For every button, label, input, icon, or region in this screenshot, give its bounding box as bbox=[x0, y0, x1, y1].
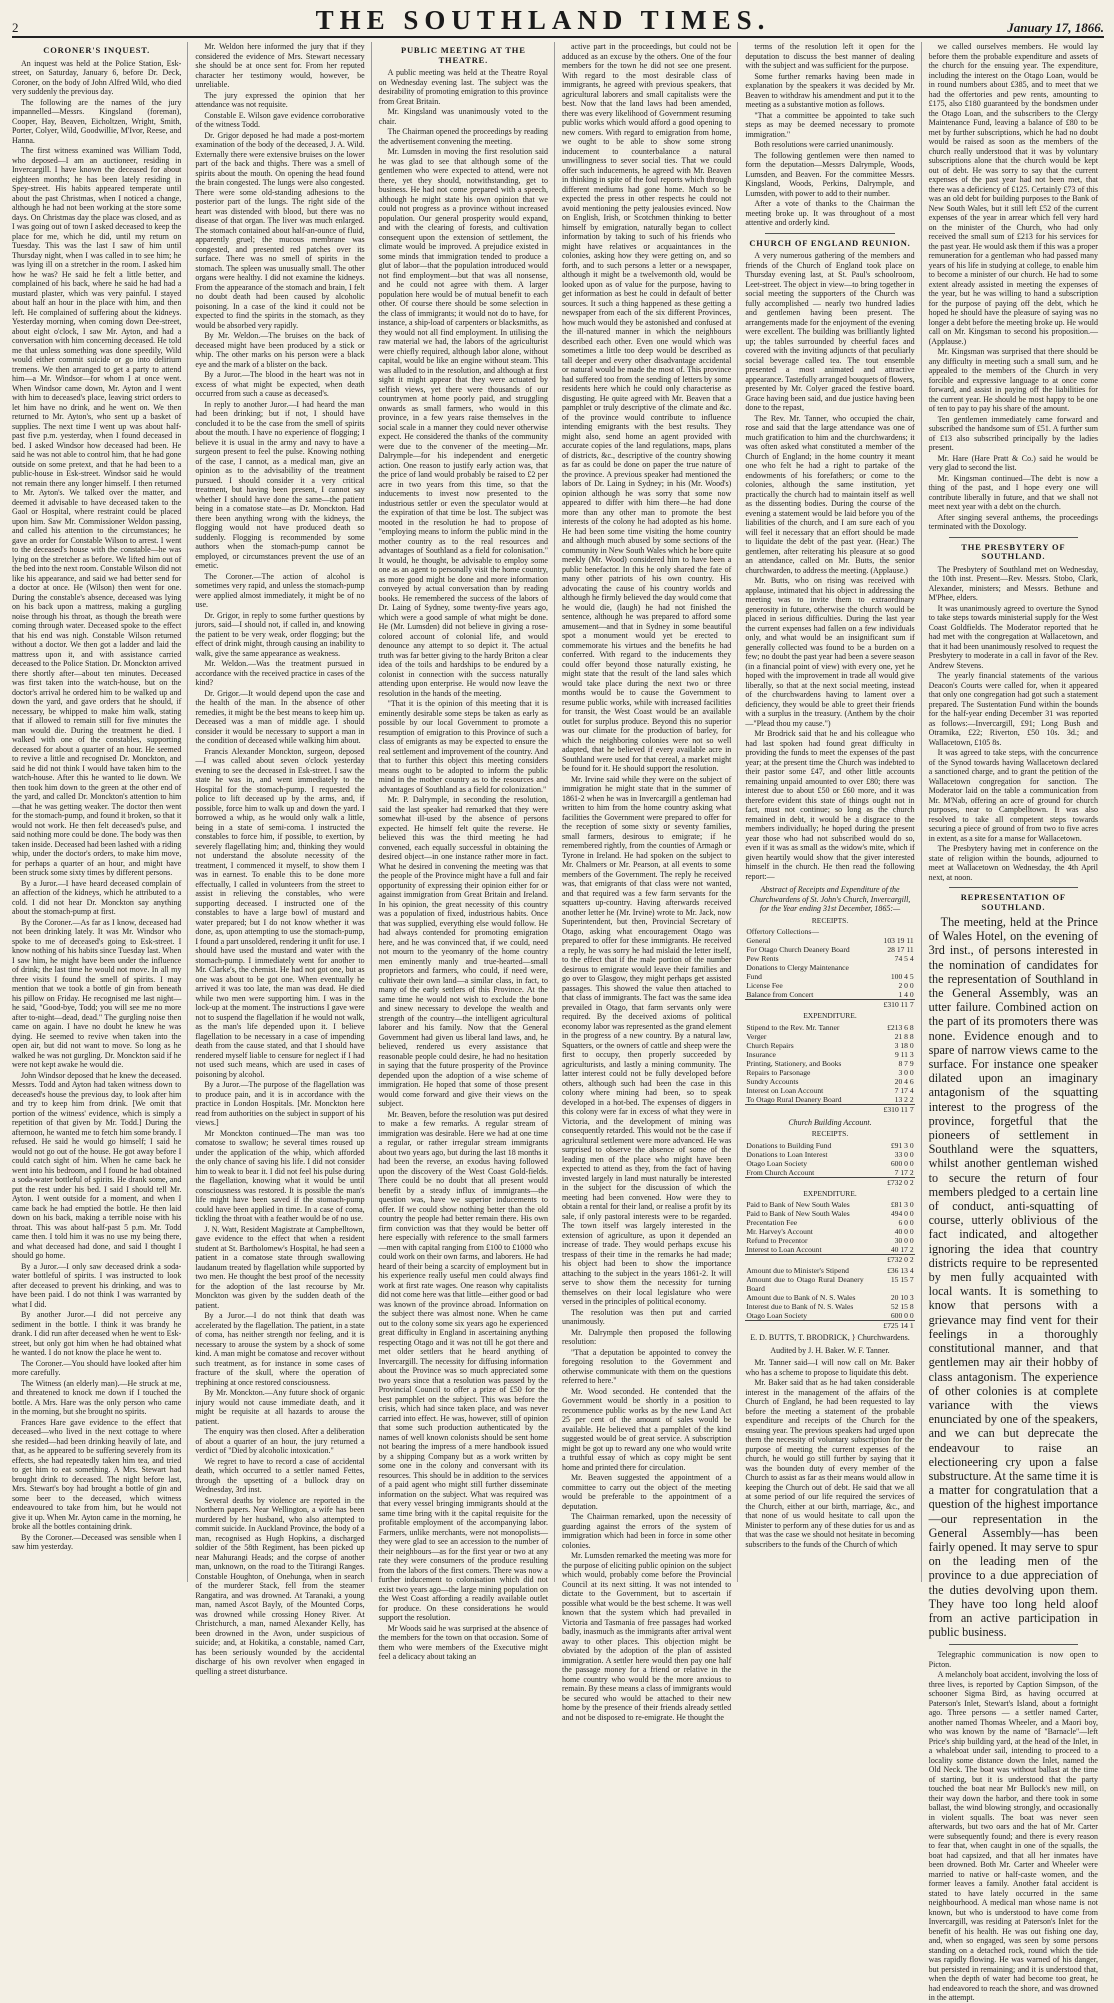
paragraph: The enquiry was then closed. After a deliberation of about a quarter of an hour, the jury returned a verdict of "Died by alcoholic intoxication." bbox=[195, 1427, 365, 1455]
account-amount: 6 0 0 bbox=[898, 1218, 914, 1227]
church-meeting-conclusion bbox=[929, 42, 1098, 532]
building-expenditure-label: EXPENDITURE. bbox=[803, 1188, 857, 1198]
paragraph: Mr. P. Dalrymple, in seconding the resolution, said the last speaker had remarked that they were somewhat ill-used by the absence of persons expected. He himself felt quite the reverse. He believed this was the third meeting he had convened, each equally successful in obtaining the desired object—in one instance rather more in fact. What he desired in convening the meeting was that the people of the Province might have a full and fair opportunity of expressing their opinion either for or against immigration from Great Britain and Ireland. In his opinion, the great necessity of this country was a population of fixed, industrious habits. Once that was supplied, everything else would follow. He had always contended for promoting emigration here, and he was convinced that, if we could, need not mourn to the yeomanry of the home country men eminently manly and true-hearted—small proprietors and farmers, who could, if need were, cultivate their own land—a similar class, in fact, to many of the early settlers of this Province. At the same time he would not wish to exclude the bone and sinew necessary to develope the wealth and strength of the country—the intelligent agricultural laborer and his family. Now that the General Government had given us liberal land laws, and, he believed, rendered us every assistance that reasonable people could desire, he had no hesitation in saying that the future prosperity of the Province depended upon the adoption of a wise scheme of immigration. He hoped that some of those present would come forward and give their views on the subject. bbox=[378, 795, 548, 1108]
building-expenditure-total: £732 0 2 bbox=[865, 1255, 915, 1265]
paragraph: Dr. Grigor deposed he had made a post-mortem examination of the body of the deceased, J. A. Wild. Externally there were extensive bruises on the lower part of the back and thighs. There was a smell of spirits about the mouth. On opening the head found the brain congested. The lungs were also congested. There were some old-standing adhesions to the posterior part of the lungs. The right side of the heart was distended with blood, but there was no disease of that organ. The liver was much enlarged. The stomach contained about half-an-ounce of fluid, apparently gruel; the mucous membrane was congested, and presented red patches over its surface. There was no smell of spirits in the stomach. The spleen was unusually small. The other organs were healthy. I did not examine the kidneys. From the appearance of the stomach and brain, I felt no doubt death had been caused by alcoholic poisoning. In a case of the kind it could not be expected to find the spirits in the stomach, as they would be absorbed very rapidly. bbox=[195, 130, 365, 330]
account-amount: 30 0 0 bbox=[894, 1236, 914, 1245]
masthead bbox=[12, 6, 1104, 38]
account-amount: 100 4 5 bbox=[890, 972, 914, 981]
paragraph: Frances Hare gave evidence to the effect that deceased—who lived in the next cottage to where she resided—had been drinking heavily of late, and that, as he appeared to be suffering severely from its effects, she had repeatedly taken him tea, and tried to get him to eat something. A Mrs. Stewart had brought drink to deceased. The night before last, Mrs. Stewart's boy had brought a bottle of gin and some beer to the deceased, which witness endeavoured to take from him, but he would not give it up. When Mr. Ayton came in the morning, he broke all the bottles containing drink. bbox=[12, 1417, 182, 1531]
paragraph: Dr. Grigor, in reply to some further questions by jurors, said—I should not, if called in, and knowing the patient to be very weak, order flogging; but the effect of drink might, through causing an inability to walk, give the same appearance as weakness. bbox=[195, 610, 365, 658]
building-expenditure-table bbox=[745, 1200, 914, 1264]
account-amount: 20 10 3 bbox=[890, 1293, 914, 1302]
account-item: Insurance bbox=[746, 1049, 776, 1059]
paragraph: After a vote of thanks to the Chairman the meeting broke up. It was throughout of a most attentive and orderly kind. bbox=[745, 199, 915, 227]
account-amount: 15 15 7 bbox=[890, 1275, 914, 1284]
account-amount: 40 17 2 bbox=[890, 1245, 914, 1254]
account-item: Otago Loan Society bbox=[746, 1311, 808, 1320]
paragraph: We regret to have to record a case of accidental death, which occurred to a settler named Fettes, through the upsetting of a bullock dray on Wednesday, 3rd inst. bbox=[195, 1456, 365, 1494]
paragraph: Telegraphic communication is now open to Picton. bbox=[928, 1650, 1098, 1669]
news-items bbox=[929, 1650, 1098, 2003]
paragraph: Mr. Hare (Hare Pratt & Co.) said he would be very glad to second the list. bbox=[928, 453, 1098, 472]
account-item: For Otago Church Deanery Board bbox=[746, 945, 850, 954]
account-item: Mr. Harvey's Account bbox=[746, 1227, 813, 1236]
paragraph: J. N. Watt, Resident Magistrate at Campbelltown, gave evidence to the effect that when a resident student at St. Bartholomew's Hospital, he had seen a patient in a comatose state through swallowing laudanum treated by flagellation while supported by two men. He thought the best proof of the necessity for the adoption of the last recourse by Mr. Monckton was given by the sudden death of the patient. bbox=[195, 1224, 365, 1310]
auditors: Audited by J. H. Baker. W. F. Tanner. bbox=[770, 1345, 890, 1355]
expenditure-table bbox=[745, 1023, 914, 1114]
paragraph: By a Juror.—I do not think that death was accelerated by the flagellation. The patient, in a state of coma, has neither strength nor feeling, and it is necessary to arouse the system by a shock of some kind. A man might be comatose and recover without such treatment, as for instance in some cases of fracture of the skull, where the operation of trephining at once restored consciousness. bbox=[195, 1311, 365, 1387]
divider bbox=[949, 1644, 1078, 1645]
account-amount: 40 0 0 bbox=[894, 1227, 914, 1236]
paragraph: By the Coroner.—As far as I know, deceased had not been drinking lately. It was Mr. Windsor who spoke to me of deceased's going to Esk-street. I know nothing of his habits since Tuesday last. When I saw him, he might have been under the influence of drink; the last time he would not move. In all my three visits I found the smell of spirits. I may mention that we took a bottle of gin from beneath his pillow on Friday. He recognised me last night—he said, "Good-bye, Todd; you will see me no more after to-night—dead, dead." The gurgling noise then came on again. I have no doubt he knew he was dying. He seemed to revive when taken into the open air, but did not want to move. So long as he walked he was not gurgling. Dr. Monckton said if he were not kept awake he would die. bbox=[12, 917, 182, 1069]
paragraph: The jury expressed the opinion that her attendance was not requisite. bbox=[195, 90, 365, 109]
paragraph: By a Juror.—The purpose of the flagellation was to produce pain, and it is in accordance with the practice in London Hospitals. [Mr. Monckton here read from authorities on the subject in support of his views.] bbox=[195, 1080, 365, 1127]
account-amount: 8 7 9 bbox=[898, 1058, 914, 1068]
paragraph: By the Coroner.—Deceased was sensible when I saw him yesterday. bbox=[12, 1532, 182, 1551]
paragraph: Mr. Tanner said—I will now call on Mr. Baker who has a scheme to propose to liquidate this debt. bbox=[745, 1358, 915, 1377]
account-row bbox=[745, 1218, 914, 1227]
paragraph: Mr. Kingsman was surprised that there should be any difficulty in meeting such a small sum, and he appealed to the members of the Church in very forcible and expressive language to at once come forward, and assist in paying off the liabilities for the current year. He should be most happy to be one of ten to pay to pay his share of the amount. bbox=[928, 347, 1098, 413]
paragraph: The Coroner.—The action of alcohol is sometimes very rapid, and unless the stomach-pump were applied almost immediately, it might be of no use. bbox=[195, 571, 365, 609]
account-row bbox=[745, 1068, 914, 1077]
inquest-continued-body bbox=[195, 42, 364, 1676]
paragraph: Some further remarks having been made in explanation by the speakers it was decided by Mr. Beaven to withdraw his amendment and put it to the meeting as a substantive motion as follows. bbox=[745, 71, 915, 109]
paragraph: Mr Brodrick said that he and his colleague who had last spoken had found great difficulty in providing the funds to meet the expenses of the past year; at the present time the Church was indebted to their pastor some £47, and other little accounts remaining unpaid amounted to over £80; there was interest due to about £50 or £60 more, and it was therefore evident this state of things ought not in fact, must not continue; so long as the church remained in debt, it would be a disgrace to the members individually; he hoped during the present year those who had not subscribed would do so, even if it was as small as the widow's mite, which if given heartily would show that the giver interested himself in the church. He then read the following report:— bbox=[745, 729, 915, 881]
account-row bbox=[745, 1077, 914, 1086]
paragraph: Mr. Dalrymple then proposed the following resolution: bbox=[561, 1327, 732, 1346]
public-meeting-continued-body bbox=[562, 42, 731, 1722]
account-row bbox=[745, 1245, 914, 1255]
paragraph: After singing several anthems, the proceedings terminated with the Doxology. bbox=[928, 512, 1098, 531]
paragraph: Ten gentlemen immediately came forward and subscribed the handsome sum of £51. A further sum of £13 also subscribed principally by the ladies present. bbox=[928, 414, 1098, 452]
account-row bbox=[745, 1275, 914, 1293]
column-5 bbox=[745, 42, 921, 1582]
receipts-table bbox=[745, 927, 914, 1009]
paragraph: It was agreed to take steps, with the concurrence of the Synod towards having Wallacetown declared a sanctioned charge, and to grant the petition of the Wallacetown congregation for sanction. The Moderator laid on the table a communication from Mr. M'Nab, offering an acre of ground for church purposes, near to Campbelltown. It was also resolved to take all competent steps towards securing a piece of ground of from two to five acres in extent, as a site for a manse for Wallacetown. bbox=[928, 748, 1098, 843]
account-item: Paid to Bank of New South Wales bbox=[746, 1209, 850, 1218]
account-row bbox=[745, 1236, 914, 1245]
account-amount: 9 11 3 bbox=[894, 1049, 914, 1059]
account-row bbox=[745, 1311, 914, 1321]
account-item: License Fee bbox=[746, 981, 783, 990]
column-3 bbox=[378, 42, 555, 1661]
paragraph: Mr. Kingsland was unanimously voted to the chair. bbox=[378, 107, 548, 126]
paragraph: The Chairman remarked, upon the necessity of guarding against the errors of the system of immigration which had been in force in some other colonies. bbox=[561, 1512, 732, 1550]
divider bbox=[949, 537, 1078, 538]
paragraph: The following are the names of the jury impannelled—Messrs. Kingsland (foreman), Cooper, Hay, Beaven, Eicholtzen, Wright, Smith, Porter, Colyer, Wild, Goodwillie, M'Ivor, Reese, and Hanna. bbox=[12, 97, 182, 145]
paragraph: The Presbytery of Southland met on Wednesday, the 10th inst. Present—Rev. Messrs. Stobo, Clark, Alexander, ministers; and Messrs. Bethune and M'Phee, elders. bbox=[928, 564, 1098, 602]
paragraph: Mr. Irvine said while they were on the subject of immigration he might state that in the summer of 1861-2 when he was in Invercargill a gentleman had written to him from the home country asking what facilities the Government were prepared to offer for the reception of some sixty or seventy families, small farmers, desirous to emigrate; if he remembered rightly, from the counties of Armagh or Tyrone in Ireland. He had spoken on the subject to Mr. Chalmers or Mr. Pearson, at all events to some members of the Government. The reply he received was, that emigrants of that class were not wanted, and that required was a few farm servants for the squatters up-country. Having afterwards received another letter he (Mr. Irvine) wrote to Mr. Jack, now Superintendent, but then, Provincial Secretary of Otago, asking what encouragement Otago was prepared to offer for these immigrants. He received a reply, he was sorry he had mislaid the letter itself, to the effect that if the male portion of the number desirous to emigrate would leave their families and go over to Glasgow, they might perhaps get assisted passages. This showed the value then attached to that class of immigrants. The fact was the same idea prevailed in Otago, that farm servants only were required. By the deceived axioms of political economy labor was represented as the grand element in the progress of a new country. By a natural law, Squatters, or the owners of cattle and sheep were the first to occupy, then properly succeeded by agriculturists, and lastly a mining community. The latter interest could not be fully developed before others, although such had been the case in this colony where mining had been, so to speak developed in a hot-bed. The expenses of diggers in this colony were far in excess of what they were in Victoria, and the development of mining was consequently retarded. This would not be the case if agricultural settlement were more advanced. He was surprised to observe the absence of some of the leading men of the place who might have been expected to attend as they, from the fact of having invested largely in land must naturally be interested in the subject for the discussion of which the meeting had been convened. How were they to obtain a rental for their land, or realise a profit by its sale, if only pastoral interests were to be regarded. The town itself was largely interested in the extension of agriculture, as upon it depended an increase of trade. They would perhaps excuse his trespass of their time in the remarks he had made; his object had been to show the importance attaching to the subject in the years 1861-2. It will serve to show them the necessity for turning themselves on their local legislature who were versed in the principles of political economy. bbox=[561, 774, 732, 1306]
paragraph: The Rev. Mr. Tanner, who occupied the chair, rose and said that the large attendance was one of much gratification to him and the churchwardens; it was often asked what constituted a member of the Church of England; in the home country it meant one who felt he had a right to partake of the endowments of his forefathers; or come to the colonies, although the same institution, yet practically the church had to maintain itself as well as the dissenting bodies. During the course of the evening a statement would be laid before you of the liabilities of the church, and I am sure each of you will feel it necessary that an effort should be made to liquidate the debt of the past year. (Hear.) The gentlemen, after reiterating his pleasure at so good an attendance, called on Mr. Butts, the senior churchwarden, to address the meeting. (Applause.) bbox=[745, 413, 915, 575]
account-row bbox=[745, 972, 914, 981]
account-amount: 7 17 4 bbox=[894, 1085, 914, 1095]
account-amount: 3 0 0 bbox=[898, 1067, 914, 1077]
account-item: Balance from Concert bbox=[746, 990, 814, 999]
account-amount: 1 4 0 bbox=[898, 990, 914, 999]
paragraph: Mr. Lumsden in moving the first resolution said he was glad to see that although some of the gentlemen who were expected to attend, were not there, yet they should, notwithstanding, get to business. He had not come prepared with a speech, although he might state his own opinion that we could not progress as a province without increased population. Our general prosperity would expand, and with the clearing of forests, and cultivation consequent upon the extension of settlement, the climate would be improved. A prejudice existed in some minds that immigration tended to produce a glut of labor—that the population introduced would not find employment—but that was all nonsense, and he could not agree with them. A larger population here would be of mutual benefit to each other. Of course there should be some selection in the class of immigrants; it would not do to have, for instance, a ship-load of carpenters or blacksmiths, as they would not all find employment. In utilising the raw material we had, the labors of the agriculturist were chiefly required, although labor alone, without capital, would be like an engine without steam. This was alluded to in the resolution, and although at first sight it might appear that they were actuated by selfish views, yet there were thousands of our countrymen at home poorly paid, and struggling onwards as small farmers, who would in this province, in a few years raise themselves in the social scale in a manner they could never otherwise expect. He considered the thanks of the community were due to the convener of the meeting—Mr. Dalrymple—for his independent and energetic action. One reason to justify early action was, that the price of land would probably be raised to £2 per acre in two years from this time, so that the inducements to invest now presented to the industrious settler or even the speculator would at the expiration of that time be lost. The subject was mooted in the resolution he had to propose of "employing means to inform the public mind in the mother country as to the real resources and advantages of Southland as a field for colonisation." It would, he thought, be advisable to employ some one as an agent to personally visit the home country, as more good might be done and more information conveyed by actual conversation than by reading books. He remembered the success of the labors of Dr. Laing of Sydney, some twenty-five years ago, which were a good sample of what might be done. He (Mr. Lumsden) did not believe in giving a rose-colored account of colonial life, and would denounce any attempt to so depict it. The actual truth was far better giving to the hardy Briton a clear idea of the toils and hardships to be endured by a colonist in connection with the success naturally attending upon enterprise. He would now leave the resolution in the hands of the meeting. bbox=[378, 147, 548, 698]
account-row bbox=[745, 1086, 914, 1095]
account-amount: 20 4 6 bbox=[894, 1076, 914, 1086]
paragraph: Constable E. Wilson gave evidence corroborative of the witness Todd. bbox=[195, 110, 365, 129]
account-amount: 494 0 0 bbox=[890, 1209, 914, 1218]
page-number: 2 bbox=[12, 20, 19, 35]
paragraph: Mr Woods said he was surprised at the absence of the members for the town on that occasion. Some of them who were members of the Executive might feel a delicacy about taking an bbox=[378, 1623, 548, 1661]
building-receipts-table bbox=[745, 1141, 914, 1187]
account-amount: 52 15 8 bbox=[890, 1302, 914, 1311]
account-item: Printing, Stationery, and Books bbox=[746, 1058, 842, 1068]
account-row bbox=[745, 1150, 914, 1159]
account-amount: £91 3 0 bbox=[890, 1140, 914, 1150]
paragraph: Several deaths by violence are reported in the Northern papers. Near Wellington, a wife has been murdered by her husband, who also attempted to commit suicide. In Auckland Province, the body of a man, recognised as Hugh Hopkins, a discharged soldier of the 58th Regiment, has been picked up near Mahurangi Heads; and the corpse of another man, unknown, on the road to the Titirangi Ranges. Constable Houghton, of Onehunga, when in search of the murderer Stack, fell from the steamer Rangatira, and was drowned. At Taranaki, a young man, named Ascot Bayly, of the Mounted Corps, was drowned while crossing Honey River. At Christchurch, a man, named Alexander Kelly, has been drowned in the Avon, under suspicious of suicide; and, at Hokitika, a constable, named Carr, has been seriously wounded by the accidental discharge of his own revolver when engaged in quelling a street disturbance. bbox=[195, 1495, 365, 1676]
paragraph: A public meeting was held at the Theatre Royal on Wednesday evening last. The subject was the desirability of promoting emigration to this province from Great Britain. bbox=[378, 68, 548, 106]
paragraph: By a Juror.—I have heard deceased complain of an affection of the kidneys, which he attributed to a cold. I did not hear Dr. Monckton say anything about the stomach-pump at first. bbox=[12, 878, 182, 916]
account-row bbox=[745, 1293, 914, 1302]
abstract-title: Abstract of Receipts and Expenditure of the Churchwardens of St. John's Church, Invercargill, for the Year ending 31st December, 1865:— bbox=[749, 885, 911, 913]
account-amount: 600 0 0 bbox=[890, 1158, 914, 1168]
column-4 bbox=[561, 42, 738, 1722]
account-row bbox=[745, 1200, 914, 1209]
account-item: Amount due to Minister's Stipend bbox=[746, 1266, 849, 1275]
coroners-inquest-body bbox=[12, 59, 181, 1552]
paragraph: By Mr. Weldon.—The bruises on the back of deceased might have been produced by a stick or whip. The other marks on his person were a black eye and the mark of a blister on the back. bbox=[195, 331, 365, 369]
account-amount: 7 17 2 bbox=[894, 1167, 914, 1177]
account-item: Refund to Precentor bbox=[746, 1236, 808, 1245]
church-meeting-continued-body bbox=[745, 1358, 914, 1549]
building-receipts-label: RECEIPTS. bbox=[811, 1129, 849, 1138]
paragraph: "That it is the opinion of this meeting that it is eminently desirable some steps be taken as early as possible by our local Government to promote a resumption of emigration to this Province of such a class of emigrants as may be expected to ensure the real settlement and improvement of the country. And that to further this object this meeting considers means ought to be adopted to inform the public mind in the mother country as to the resources and advantages of Southland as a field for colonization." bbox=[378, 699, 548, 794]
paragraph: The following gentlemen were then named to form the deputation—Messrs Dalrymple, Woods, Lumsden, and Beaven. For the committee Messrs. Kingsland, Woods, Perkins, Dalrymple, and Lumsden, with power to add to their number. bbox=[745, 150, 915, 198]
account-row bbox=[745, 963, 914, 972]
account-amount bbox=[865, 927, 915, 936]
account-item: Church Repairs bbox=[746, 1040, 794, 1050]
account-item: To Otago Rural Deanery Board bbox=[746, 1094, 842, 1104]
paragraph: The Coroner.—You should have looked after him more carefully. bbox=[12, 1358, 182, 1377]
account-row bbox=[745, 1032, 914, 1041]
paragraph: The Witness (an elderly man).—He struck at me, and threatened to knock me down if I touched the bottle. A Mrs. Hare was the only person who came in the morning, but she brought no spirits. bbox=[12, 1378, 182, 1416]
representation-heading: REPRESENTATION OF SOUTHLAND. bbox=[960, 892, 1066, 912]
paragraph: "That a deputation be appointed to convey the foregoing resolution to the Government and otherwise communicate with them on the questions referred to here." bbox=[561, 1347, 732, 1385]
church-reunion-body bbox=[745, 251, 914, 881]
account-amount: 33 0 0 bbox=[894, 1149, 914, 1159]
paragraph: Mr. Baker said that as he had taken considerable interest in the management of the affairs of the Church of England, he had been requested to lay before the meeting a statement of the probable expenditure and receipts of the Church for the ensuing year. The previous speakers had urged upon them the necessity of voluntary subscription for the purpose of meeting the current expenses of the church, he would go still further by saying that it was the bounden duty of every member of the Church to assist as far as their means would allow in keeping the Church out of debt. He said that we all at some period of our life required the services of the Church, either at our birth, marriage, &c., and that none of us would hesitate to call upon the Minister to perform any of these duties for us and as that was the case we should not hesitate in becoming subscribers to the funds of the Church of which bbox=[745, 1378, 915, 1549]
account-amount: 2 0 0 bbox=[898, 981, 914, 990]
building-account-title: Church Building Account. bbox=[788, 1117, 872, 1127]
account-item: Interest to Loan Account bbox=[746, 1245, 822, 1254]
account-item: Offertory Collections— bbox=[746, 927, 819, 936]
paragraph: The meeting, held at the Prince of Wales Hotel, on the evening of 3rd inst., of persons interested in the nomination of candidates for the representation of Southland in the General Assembly, was an utter failure. Combined action on the part of its promoters there was none. Evidence enough and to spare of narrow views came to the surface. For instance one speaker dilated upon an imaginary antagonism of the squatting interest to the progress of the province, forgetful that the pioneers of settlement in Southland were the squatters, whilst another gentleman wished to secure the return of four members pledged to a certain line of conduct, anti-squatting of course, utterly oblivious of the fact indicated, and altogether ignoring the idea that country districts require to be represented by men fully acquainted with local wants. It is something to know that persons with a grievance may find vent for their feelings in a thoroughly constitutional manner, and that gentlemen may air their hobby of class antagonism. The experience of other colonies is at complete variance with the views enunciated by one of the speakers, and we can but deprecate the endeavour to raise an electioneering cry upon a false substructure. At the same time it is a matter for congratulation that a question of the highest importance—our representation in the General Assembly—has been fairly opened. It may serve to spur on the leading men of the province to a due appreciation of the duties devolving upon them. They have too long held aloof from an active participation in public business. bbox=[928, 915, 1098, 1640]
account-row bbox=[745, 1302, 914, 1311]
paragraph: Mr Monckton continued—The man was too comatose to swallow; he several times roused up under the application of the whip, which afforded the only chance of saving his life. I did not consider him to weak to bear it. I did not feel his pulse during the flagellation, knowing what it would be until consciousness was restored. It is possible the man's life might have been saved if the stomach-pump could have been applied in time. In a case of coma, tickling the throat with a feather would be of no use. bbox=[195, 1128, 365, 1223]
account-row bbox=[745, 954, 914, 963]
account-item: Paid to Bank of New South Wales bbox=[746, 1200, 850, 1209]
paragraph: By Mr. Monckton.—Any future shock of organic injury would not cause immediate death, and it might be requisite at all hazards to arouse the patient. bbox=[195, 1388, 365, 1426]
account-amount: 13 2 2 bbox=[894, 1094, 914, 1104]
paragraph: we called ourselves members. He would lay before them the probable expenditure and assets of the church for the ensuing year. The expenditure, including the interest on the Otago Loan, would be in round numbers about £385, and to meet that we had the offertories and pew rents, amounting to £175, also £180 guaranteed by the bondsmen under the Otago Loan, and the subscribers to the Clergy Maintenance Fund, leaving a balance of £80 to be met by further subscriptions, which he had no doubt would be raised as soon as the members of the church really understood that it was by voluntary subscriptions alone that the church would be kept out of debt. He was sorry to say that the current expenses of the past year had not been met, that there was a deficiency of £125. Certainly £73 of this was an old debt for building purposes to the Bank of New South Wales, but it still left £52 of the current expenses of the year in arrear which fell very hard on the minister of the Church, who had only received the small sum of £213 for his services for the past year. He would ask them if this was a proper remuneration for a gentleman who had passed many years of his life in studying at college, to enable him to become a minister of our church. He had to some extent already assisted in meeting the expenses of the year, but he was willing to hand a subscription for the purpose of paying off the debt, which he hoped he should have the pleasure of saying was no longer a debt before the meeting broke up. He would call on Mr. Kingsman to second his proposition.—(Applause.) bbox=[928, 42, 1098, 346]
account-item: Verger bbox=[746, 1031, 767, 1041]
paragraph: The Presbytery having met in conference on the state of religion within the bounds, adjourned to meet at Wallacetown on Wednesday, the 4th April next, at noon. bbox=[928, 844, 1098, 882]
paragraph: A melancholy boat accident, involving the loss of three lives, is reported by Caption Simpson, of the schooner Sigma Bird, as having occurred at Paterson's Inlet, Stewart's Island, about a fortnight ago. Three persons — a settler named Carter, another named Thomas Wheeler, and a Maori boy, who was known by the name of "Barnacle"—left Price's ship building yard, at the head of the Inlet, in a whaleboat under sail, intending to proceed to a locality some distance down the Inlet, named the Old Neck. The boat was without ballast at the time of starting, but it is understood that the party touched the boat near Mr Bullock's new mill, on their way down the harbor, and there took in some ballast, the wind blowing strongly, and occasionally in violent squalls. The boat was never seen afterwards, but two oars and the hat of Mr. Carter were subsequently found; and there is every reason to fear that, when caught in one of the squalls, the boat had capsized, and that all her inmates have been drowned. Both Mr. Carter and Wheeler were married to native or half-caste women, and the former leaves a family. Another fatal accident is stated to have lately occurred in the same neighbourhood. A medical man whose name is not known, but who is understood to have come from Invercargill, was residing at Paterson's Inlet for the benefit of his health. He was out fishing one day, and, when so engaged, was seen by some persons standing on a detached rock, round which the tide was rapidly flowing. He was warned of his danger, but persisted in remaining; and it is understood that, when the depth of water had become too great, he had endeavored to reach the shore, and was drowned in the attempt. bbox=[928, 1670, 1098, 2003]
public-meeting-body bbox=[379, 68, 548, 1662]
expenditure-total: £310 11 7 bbox=[865, 1104, 915, 1114]
account-item: Interest due to Bank of N. S. Wales bbox=[746, 1302, 854, 1311]
paragraph: John Windsor deposed that he knew the deceased. Messrs. Todd and Ayton had taken witness down to deceased's house the previous day, to look after him and try to keep him from drink. [We omit that portion of the witness' evidence, which is simply a repetition of that given by Mr. Todd.] During the afternoon, he wanted me to fetch him some brandy. I refused. He said he would go himself; I said he would not go out of the house. He got away before I could catch sight of him. When he came back he went into his bedroom, and I found he had obtained a soda-water bottleful of spirits. He drank some, and put the rest under his bed. I said I should tell Mr. Ayton. I went outside for a moment, and when I came back he had emptied the bottle. He then laid down on his back, making a terrible noise with his throat. This was about half-past 5 p.m. Mr. Todd came then. I told him it was no use my being there, and what deceased had done, and said I thought I should go home. bbox=[12, 1070, 182, 1260]
account-amount: 103 19 11 bbox=[883, 936, 914, 945]
account-amount: 3 18 0 bbox=[894, 1040, 914, 1050]
account-row bbox=[745, 1041, 914, 1050]
account-row bbox=[745, 1159, 914, 1168]
account-row bbox=[745, 1168, 914, 1178]
receipts-label: RECEIPTS. bbox=[811, 915, 849, 925]
account-item: Sundry Accounts bbox=[746, 1076, 799, 1086]
paragraph: terms of the resolution left it open for the deputation to discuss the best manner of dealing with the subject and was sufficient for the purpose. bbox=[745, 42, 915, 70]
paragraph: An inquest was held at the Police Station, Esk-street, on Saturday, January 6, before Dr. Deck, Coroner, on the body of John Alfred Wild, who died very suddenly the previous day. bbox=[12, 58, 182, 96]
newspaper-title: THE SOUTHLAND TIMES. bbox=[315, 5, 771, 35]
account-item: Repairs to Parsonage bbox=[746, 1067, 811, 1077]
account-item: Stipend to the Rev. Mr. Tanner bbox=[746, 1022, 840, 1032]
account-item: Interest on Loan Account bbox=[746, 1085, 824, 1095]
account-item: Donations to Clergy Maintenance bbox=[746, 963, 849, 972]
amounts-due-table bbox=[745, 1266, 914, 1330]
column-1 bbox=[12, 42, 188, 1582]
account-row bbox=[745, 981, 914, 990]
paragraph: The yearly financial statements of the various Deacon's Courts were called for, when it appeared that only one congregation had got such a statement prepared. The Sustentation Fund within the bounds for the half-year ending December 31 was reported as follows:—Invercargill, £91; Long Bush and Otramika, £22; Riverton, £50 10s. 3d.; and Wallacetown, £105 8s. bbox=[928, 671, 1098, 747]
divider bbox=[765, 233, 894, 234]
presbytery-body bbox=[929, 565, 1098, 883]
account-item: Donations to Loan Interest bbox=[746, 1149, 828, 1159]
account-row bbox=[745, 1050, 914, 1059]
account-row bbox=[745, 1023, 914, 1032]
columns bbox=[12, 42, 1104, 2003]
public-meeting-heading: PUBLIC MEETING AT THE THEATRE. bbox=[400, 45, 526, 65]
account-item: General bbox=[746, 936, 771, 945]
account-row bbox=[745, 1209, 914, 1218]
meeting-conclusion-body bbox=[745, 42, 914, 228]
paragraph: Both resolutions were carried unanimously. bbox=[754, 140, 894, 149]
expenditure-label: EXPENDITURE. bbox=[803, 1011, 857, 1020]
paragraph: By a Juror.—The blood in the heart was not in excess of what might be expected, when death occurred from such a cause as deceased's. bbox=[195, 370, 365, 398]
account-amount: 600 0 0 bbox=[890, 1311, 914, 1320]
paragraph: In reply to another Juror.—I had heard the man had been drinking; but if not, I should have concluded it to be the case from the smell of spirits about the mouth. I have no experience of flogging; I believe it is usual in the army and navy to have a surgeon present to feel the pulse. Knowing nothing of the case, I cannot, as a medical man, give an opinion as to the advisability of the treatment pursued. I should consider it a very critical treatment, but having been present, I cannot say whether I should have done the same—the patient being in a comatose state—as Dr. Monckton. Had there been anything wrong with the kidneys, the flogging would not have produced death so suddenly. Flogging is recommended by some authors when the stomach-pump cannot be employed, or circumstances prevent the use of an emetic. bbox=[195, 399, 365, 570]
paragraph: "That a committee be appointed to take such steps as may be deemed necessary to promote immigration." bbox=[745, 110, 915, 139]
coroners-inquest-heading: CORONER'S INQUEST. bbox=[43, 45, 151, 55]
paragraph: Mr. Kingsman continued—The debt is now a thing of the past, and I hope every one will contribute liberally in future, and that we shall not meet next year with a debt on the church. bbox=[928, 473, 1098, 511]
account-row bbox=[745, 990, 914, 1000]
account-item: Precentation Fee bbox=[746, 1218, 798, 1227]
account-row bbox=[745, 1059, 914, 1068]
column-2 bbox=[195, 42, 371, 1676]
account-item: Amount due to Otago Rural Deanery Board bbox=[746, 1275, 864, 1293]
church-reunion-heading: CHURCH OF ENGLAND REUNION. bbox=[749, 237, 911, 248]
paragraph: Mr. Wood seconded. He contended that the Government would be shortly in a position to recommence public works as by the new Land Act 25 per cent of the amount of sales would be available. He believed that a pamphlet of the kind suggested would be of great service. A subscription might be got up to reward any one who would write a truthful essay of which as copy might be sent home and printed there for circulation. bbox=[561, 1386, 732, 1472]
amounts-due-total: £725 14 1 bbox=[865, 1321, 915, 1331]
building-receipts-total: £732 0 2 bbox=[865, 1177, 915, 1187]
account-amount: 28 17 11 bbox=[887, 945, 914, 954]
account-amount: £81 3 0 bbox=[890, 1200, 914, 1209]
divider bbox=[949, 887, 1078, 888]
account-row bbox=[745, 1266, 914, 1275]
account-row bbox=[745, 945, 914, 954]
paragraph: The first witness examined was William Todd, who deposed—I am an auctioneer, residing in Invercargill. I have known the deceased for about eighteen months; he has been lately residing in Spey-street. His habits appeared temperate until about the past Christmas, when I noticed a change, although he had not been working at the store some days. On Christmas day the place was closed, and as I was going out of town I asked deceased to keep the place for me, which he did, until my return on Tuesday. This was the last I saw of him until Thursday night, when I was called in to see him; he was lying ill on a stretcher in the room. I asked him how he was? He said he felt a little better, and complained of his back, where he said he had had a mustard plaster, which was very painful. I stayed about half an hour in the place with him, and then left. He complained of suffering about the kidneys. Yesterday morning, when coming down Dee-street, about eight o'clock, I saw Mr. Ayton, and had a conversation with him concerning deceased. He told me that unless something was done speedily, Wild would either commit suicide or go into delirium tremens. We then arranged to get a party to attend him—a Mr. Windsor—for whom I at once went. When Windsor came down, Mr. Ayton and I went with him to deceased's place, leaving strict orders to let him have no drink, and he went on. We then returned to Mr. Ayton's, who sent up a basket of supplies. The next time I went up was about half-past five p.m. yesterday, when I found deceased in bed. I asked Windsor how deceased had been. He said he was not able to control him, that he had gone outside on some pretext, and that he had been to a public-house in Esk-street. Windsor said he would not remain there any longer himself. I then returned to Mr. Ayton's. We talked over the matter, and deemed it advisable to have deceased taken to the Gaol or Hospital, where restraint could be placed upon him. Saw Mr. Commissioner Weldon passing, and called his attention to the circumstances; he gave an order for Constable Wilson to arrest. I went to the deceased's house with the constable—he was lying on the stretcher as before. We lifted him out of the bed into the next room. Constable Wilson did not like his appearance, and said we had better send for a doctor at once. He (Wilson) then went for one. During the constable's absence, deceased was lying on his back upon a mattress, making a gurgling noise through his throat, as though the breath were coming through water. Deceased spoke to the effect that his end was nigh. Constable Wilson returned without a doctor. We then got a ladder and laid the mattress upon it, and with assistance carried deceased to the Police Station. Dr. Monckton arrived there shortly after—about ten minutes. Deceased was first taken into the watch-house, but on the doctor's arrival he ordered him to be walked up and down the yard, and gave orders that he should, if necessary, be whipped to make him walk, stating that if allowed to remain still for five minutes the man would die. During the treatment he died. I walked with one of the constables, supporting deceased for about a quarter of an hour. He seemed to revive a little and recognised Dr. Monckton, and said he did not think I would have taken him to the watch-house. After this he wanted to lie down. We then took him down to the green at the other end of the yard, and called Dr. Monckton's attention to him—that he was getting weaker. The doctor then went for the stomach-pump, and found it broken, so that it would not work. He then felt deceased's pulse, and said nothing more could be done. The body was then taken inside. Deceased had been lashed with a riding whip, under the doctor's orders, to make him move, for perhaps a quarter of an hour, and might have been struck some sixty times by different persons. bbox=[12, 146, 182, 877]
paragraph: The Chairman opened the proceedings by reading the advertisement convening the meeting. bbox=[378, 127, 548, 146]
account-amount: £36 13 4 bbox=[887, 1266, 914, 1275]
account-item: From Church Account bbox=[746, 1167, 815, 1177]
paragraph: Dr. Grigor.—It would depend upon the case and the health of the man. In the absence of other remedies, it might be the best means to keep him up. Deceased was a man of middle age. I should consider it would be necessary to support a man in the condition of deceased while walking him about. bbox=[195, 688, 365, 745]
paragraph: By a Juror.—I only saw deceased drink a soda-water bottleful of spirits. I was instructed to look after deceased to prevent his drinking, and was to have been paid. I do not think I was warranted by what I did. bbox=[12, 1261, 182, 1309]
paragraph: A very numerous gathering of the members and friends of the Church of England took place on Thursday evening last, at St. Paul's schoolroom, Leet-street. The object in view—to bring together in social meeting the supporters of the Church was fully accomplished — nearly two hundred ladies and gentlemen having been present. The arrangements made for the enjoyment of the evening were excellent. The building was brilliantly lighted up; the tables surrounded by cheerful faces and covered with the inviting adjuncts of that peculiarly social beverage called tea. The tout ensemble presented a most animated and attractive appearance. Tastefully arranged bouquets of flowers, presented by Mr. Colyer graced the festive board. Grace having been said, and due justice having been done to the repast, bbox=[745, 251, 915, 412]
issue-date: January 17, 1866. bbox=[1007, 20, 1104, 35]
account-amount bbox=[865, 963, 915, 972]
account-row bbox=[745, 1141, 914, 1150]
account-item: Otago Loan Society bbox=[746, 1158, 808, 1168]
paragraph: Mr. Lumsden remarked the meeting was more for the purpose of eliciting public opinion on the subject which would, probably come before the Provincial Council at its next sitting. It was not intended to dictate to the Government, but to ascertain if possible what would be the best scheme. It was well known that the system which had prevailed in Victoria and Tasmania of free passages had worked badly, inasmuch as the immigrants after arrival went away to other places. This objection might be obviated by the adoption of the plan of assisted immigration. A settler here would then pay one half the passage money for a friend or relative in the home country who would be the more anxious to remain. By these means a class of immigrants would be secured who would be attached to their new home by the presence of their friends already settled and not be disposed to re-emigrate. He thought the bbox=[561, 1551, 732, 1722]
receipts-total: £310 11 7 bbox=[865, 1000, 915, 1010]
churchwardens-signature: E. D. BUTTS, T. BRODRICK, } Churchwardens. bbox=[750, 1333, 910, 1342]
paragraph: It was unanimously agreed to overture the Synod to take steps towards ministerial supply for the West Coast Goldfields. The Moderator reported that he had met with the congregation at Wallacetown, and that it had been unanimously resolved to request the Presbytery to moderate in a call in favor of the Rev. Andrew Stevens. bbox=[928, 603, 1098, 670]
account-row bbox=[745, 927, 914, 936]
account-amount: 21 8 8 bbox=[894, 1031, 914, 1041]
account-item: Fund bbox=[746, 972, 762, 981]
presbytery-heading: THE PRESBYTERY OF SOUTHLAND. bbox=[961, 541, 1066, 561]
account-item: Amount due to Bank of N. S. Wales bbox=[746, 1293, 856, 1302]
paragraph: Mr. Weldon here informed the jury that if they considered the evidence of Mrs. Stewart necessary she should be at once sent for. From her reputed character her testimony would, however, be unreliable. bbox=[195, 42, 365, 89]
account-amount: £213 6 8 bbox=[887, 1022, 914, 1032]
account-item: Donations to Building Fund bbox=[746, 1140, 832, 1150]
column-6 bbox=[928, 42, 1104, 2003]
paragraph: The resolution was then put and carried unanimously. bbox=[561, 1307, 732, 1326]
paragraph: By another Juror.—I did not perceive any sediment in the bottle. I think it was brandy he drank. I did run after deceased when he went to Esk-street, but only got him when he had obtained what he wanted. I do not know the place he went to. bbox=[12, 1310, 182, 1357]
account-row bbox=[745, 1227, 914, 1236]
paragraph: Mr. Weldon.—Was the treatment pursued in accordance with the received practice in cases of the kind? bbox=[195, 659, 365, 687]
account-amount: 74 5 4 bbox=[894, 954, 914, 963]
paragraph: Francis Alexander Monckton, surgeon, deposed —I was called about seven o'clock yesterday evening to see the deceased in Esk-street. I saw the state he was in, and went immediately to the Hospital for the stomach-pump. I requested the police to lift deceased up by the arms, and, if possible, force him to walk up and down the yard. I borrowed a whip, as he would only walk a little, being in a state of semi-coma. I instructed the constables to force him, if possible, to exertion, by severely flagellating him; and, thinking they would not understand the absolute necessity of the treatment, I commenced it myself, to show them I was in earnest. To enable this to be done more effectually, I called in volunteers from the street to assist in relieving the constables, who were supporting deceased. I instructed one of the constables to have a large bowl of mustard and water prepared; but I do not know whether it was done, as, upon attempting to use the stomach-pump, I found a part unsoldered, rendering it unfit for use. I should have used the mustard and water with the stomach-pump. I immediately went for another to Mr. Clarke's, the chemist. He had not got one, but as one was about to be got one. When eventually he arrived it was too late, the man was dead. He died while two men were supporting him. I was in the lock-up at the moment. The instructions I gave were not to suspend the flagellation if he would not walk, as the man's life depended upon it. I believe flagellation to be necessary in a case of impending death from the cause stated, and that I should have rendered myself liable to censure for neglect if I had not used such means, which are used in cases of poisoning by alcohol. bbox=[195, 746, 365, 1079]
account-row bbox=[745, 936, 914, 945]
representation-body bbox=[929, 915, 1098, 1639]
account-item: Pew Rents bbox=[746, 954, 779, 963]
paragraph: Mr. Butts, who on rising was received with applause, intimated that his object in addressing the meeting was to invite them to extraordinary generosity in future, otherwise the church would be placed in serious difficulties. During the last year the current expenses had fallen on a few individuals only, and what would be an insignificant sum if generally collected was found to be a burden on a few; no doubt the past year had been a severe season (in a financial point of view) with every one, yet he hoped with the improvement in trade all would give liberally, so that at the next social meeting, instead of the churchwardens having to lament over a deficiency, they would be able to greet their friends with a surplus in the treasury. (Anthem by the choir—"Plead thou my cause.") bbox=[745, 576, 915, 728]
account-row bbox=[745, 1095, 914, 1105]
paragraph: Mr. Beaven suggested the appointment of a committee to carry out the object of the meeting would be preferable to the appointment of a deputation. bbox=[561, 1473, 732, 1511]
paragraph: Mr. Beaven, before the resolution was put desired to make a few remarks. A regular stream of immigration was desirable. Here we had at one time a regular, or rather irregular stream immigrants about two years ago, but during the last 18 months it had been the reverse, an exodus having followed upon the discovery of the West Coast Gold-fields. There could be no doubt that all present would benefit by a steady influx of immigrants—the question was, have we superior inducements to offer. If we could show nothing better than the old country the people had better remain there. His own firm conviction was that they would be better off here especially with reference to the small farmers—men with capital ranging from £100 to £1000 who could work on their own farms, and laborers. He had heard of their being a scarcity of employment but in his experience really useful men could always find work at first rate wages. One reason why capitalists did not come here was that little—either good or bad was known of the province abroad. Information on the subject there was almost none. When he came out to the colony some six years ago he experienced great difficulty in England in ascertaining anything respecting Otago and it was not till he got there and met older settlers that he heard anything of Invercargill. The necessity for diffusing information about the Province was so much appreciated some two years since that a resolution was passed by the Provincial Council to offer a prize of £50 for the best pamphlet on the subject. This was before the crisis, which had since taken place, and was never carried into effect. He was, however, still of opinion that some such production authenticated by the names of well known colonists should be sent home not bearing the impress of a mere handbook issued by a shipping Company but as a work written by some one in the colony and conversant with its resources. This should be in addition to the services of a paid agent who might still further disseminate information on the subject. What was required was that every vessel bringing immigrants should at the same time bring with it the capital requisite for the profitable employment of the accompanying labor. Farmers, unlike merchants, were not monopolists—they were glad to see an accession to the number of their neighbours—as for the first year or two at any rate they were consumers of the produce resulting from the labors of the first comers. There was now a further inducement to colonisation which did not exist two years ago—the large mining population on the West Coast affording a readily available outlet for produce. On these considerations he would support the resolution. bbox=[378, 1109, 548, 1622]
paragraph: active part in the proceedings, but could not be adduced as an excuse by the others. One of the four members for the town he did not see one present. With regard to the most desirable class of immigrants, he agreed with previous speakers, that agricultural laborers and small capitalists were the best. Now that the land laws had been amended, there was every likelihood of Government resuming public works which would afford a good opening to new comers. With regard to emigration from home, we ought to be able to show some strong inducement to counterbalance a natural unwillingness to sever social ties. That we could offer such inducements, he agreed with Mr. Beaven in thinking in spite of the foul reports which through different mediums had gone home. Much so be expected the press in other respects he could not avoid mentioning the petty jealousies evinced. Now on English, Irish, or Scotchmen thinking to better himself by emigration, naturally began to collect information by taking to such of his friends who might have relatives or acquaintances in the colonies, asking how they were getting on, and so forth, and to such persons a letter or a newspaper, although it might be a twelvemonth old, would be looked upon as of value for the purpose, having to get information as best he could in default of better sources. It such a thing happened as these getting a newspaper from each of the six different Provinces, how much would they be astonished and confused at the ill-natured manner in which the neighbours described each other. Even one would which was sometimes a little too deep would be described as tall deeper and every other disadvantage accidental or natural would be made the most of. This province had suffered too from the sending of letters by some residents here which he could only characterise as disgusting. He quite agreed with Mr. Beaven that a pamphlet or truly descriptive of the climate and &c. of the province would contribute to influence intending emigrants with the best results. They might also, send home an agent provided with accurate copies of the land regulations, maps, plans of districts, &c., descriptive of the country showing as far as could be done on paper the true nature of the province. A previous speaker had mentioned the labors of Dr. Laing in Sydney; in his (Mr. Wood's) opinion although he was sorry that some now appeared to differ with him there—he had done more than any other man to promote the best interests of the colony he had adopted as his home. He had been some time visiting the home country and although much abused by some sections of the community in New South Wales which he bore quite meekly (Mr. Wood) considered him to have been a public benefactor. In this he only shared the fate of many other patriots of his own country. His advocating the cause of his country worlds and although he firmly believed the day would come that he would die, (laugh) he had not finished the sentence, although he was prepared to afford some amusement—and that in Sydney in some beautiful spot a monument would yet be erected to commemorate his virtues and the benefits he had conferred. With regard to the inducements they could offer beyond those naturally existing, he might state that the result of the land sales which would take place during the next two or three months would be to cause the Government to resume public works, while with increased facilities for transit, the West Coast would be an available outlet for surplus produce. Beyond this no superior was our climate for the production of barley, for which the neighboring colonies were not so well adapted, that he believed if every available acre in Southland were used for that cereal, a market might be found for it. He should support the resolution. bbox=[561, 42, 732, 773]
